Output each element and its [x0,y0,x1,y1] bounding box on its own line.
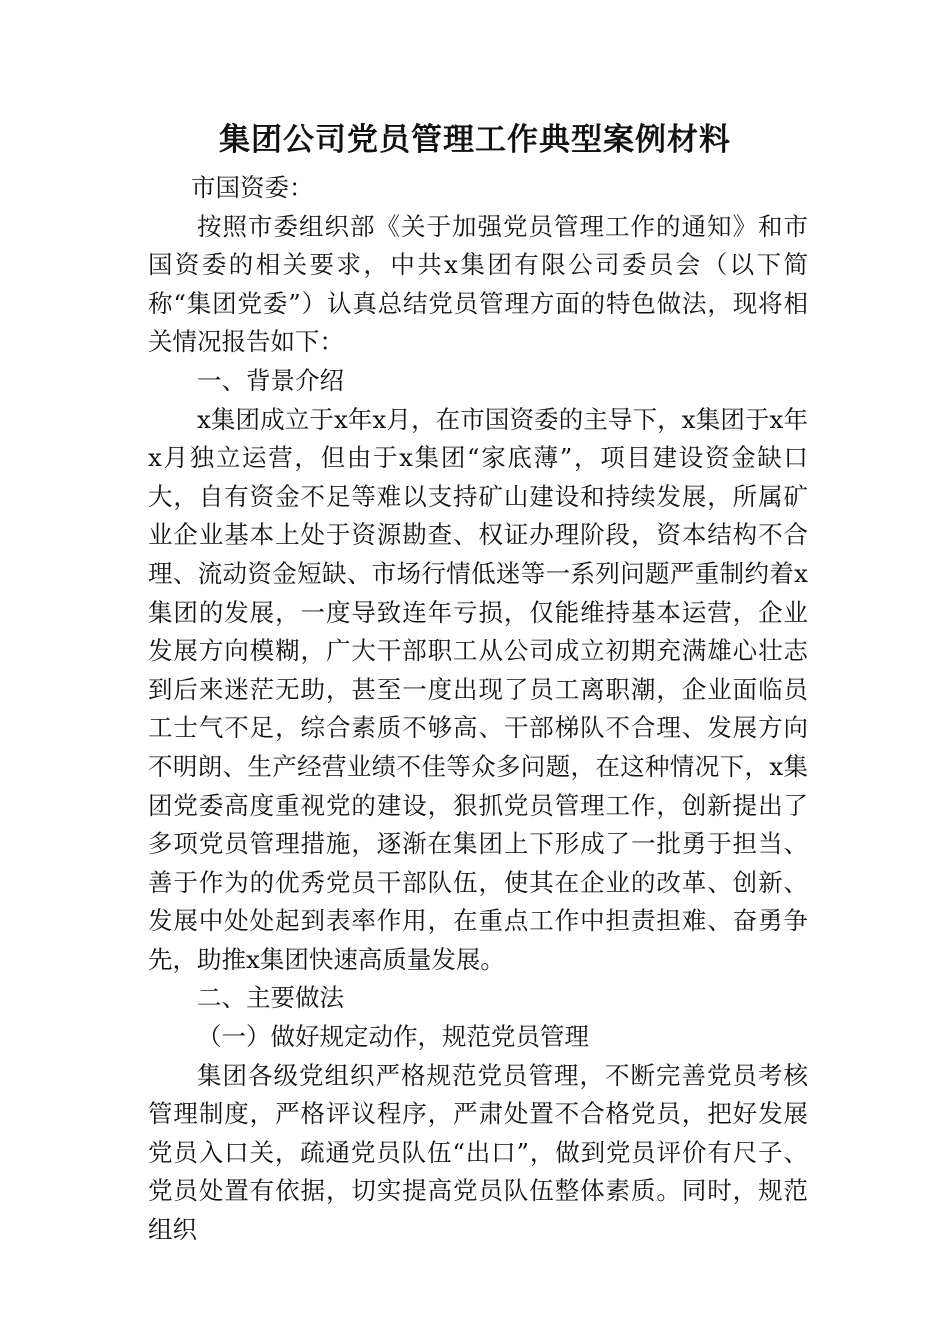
document-title: 集团公司党员管理工作典型案例材料 [219,122,731,158]
document-body [148,169,808,1250]
heading-background: 一、背景介绍 [197,365,344,395]
salutation: 市国资委： [191,173,314,202]
paragraph-background: x集团成立于x年x月，在市国资委的主导下，x集团于x年x月独立运营，但由于x集团“家底薄”，项目建设资金缺口大，自有资金不足等难以支持矿山建设和持续发展，所属矿业企业基本上处于资源勘查、权证办理阶段，资本结构不合理、流动资金短缺、市场行情低迷等一系列问题严重制约着x集团的发展，一度导致连年亏损，仅能维持基本运营，企业发展方向模糊，广大干部职工从公司成立初期充满雄心壮志到后来迷茫无助，甚至一度出现了员工离职潮，企业面临员工士气不足，综合素质不够高、干部梯队不合理、发展方向不明朗、生产经营业绩不佳等众多问题，在这种情况下，x集团党委高度重视党的建设，狠抓党员管理工作，创新提出了多项党员管理措施，逐渐在集团上下形成了一批勇于担当、善于作为的优秀党员干部队伍，使其在企业的改革、创新、发展中处处起到表率作用，在重点工作中担责担难、奋勇争先，助推x集团快速高质量发展。 [148,404,808,974]
paragraph-intro: 按照市委组织部《关于加强党员管理工作的通知》和市国资委的相关要求，中共x集团有限公司委员会（以下简称“集团党委”）认真总结党员管理方面的特色做法，现将相关情况报告如下： [148,211,808,357]
subheading-standard-actions: （一）做好规定动作，规范党员管理 [197,1022,589,1052]
paragraph-standard-actions: 集团各级党组织严格规范党员管理，不断完善党员考核管理制度，严格评议程序，严肃处置不合格党员，把好发展党员入口关，疏通党员队伍“出口”，做到党员评价有尺子、党员处置有依据，切实提高党员队伍整体素质。同时，规范组织 [148,1060,808,1245]
heading-main-practices: 二、主要做法 [197,983,344,1013]
